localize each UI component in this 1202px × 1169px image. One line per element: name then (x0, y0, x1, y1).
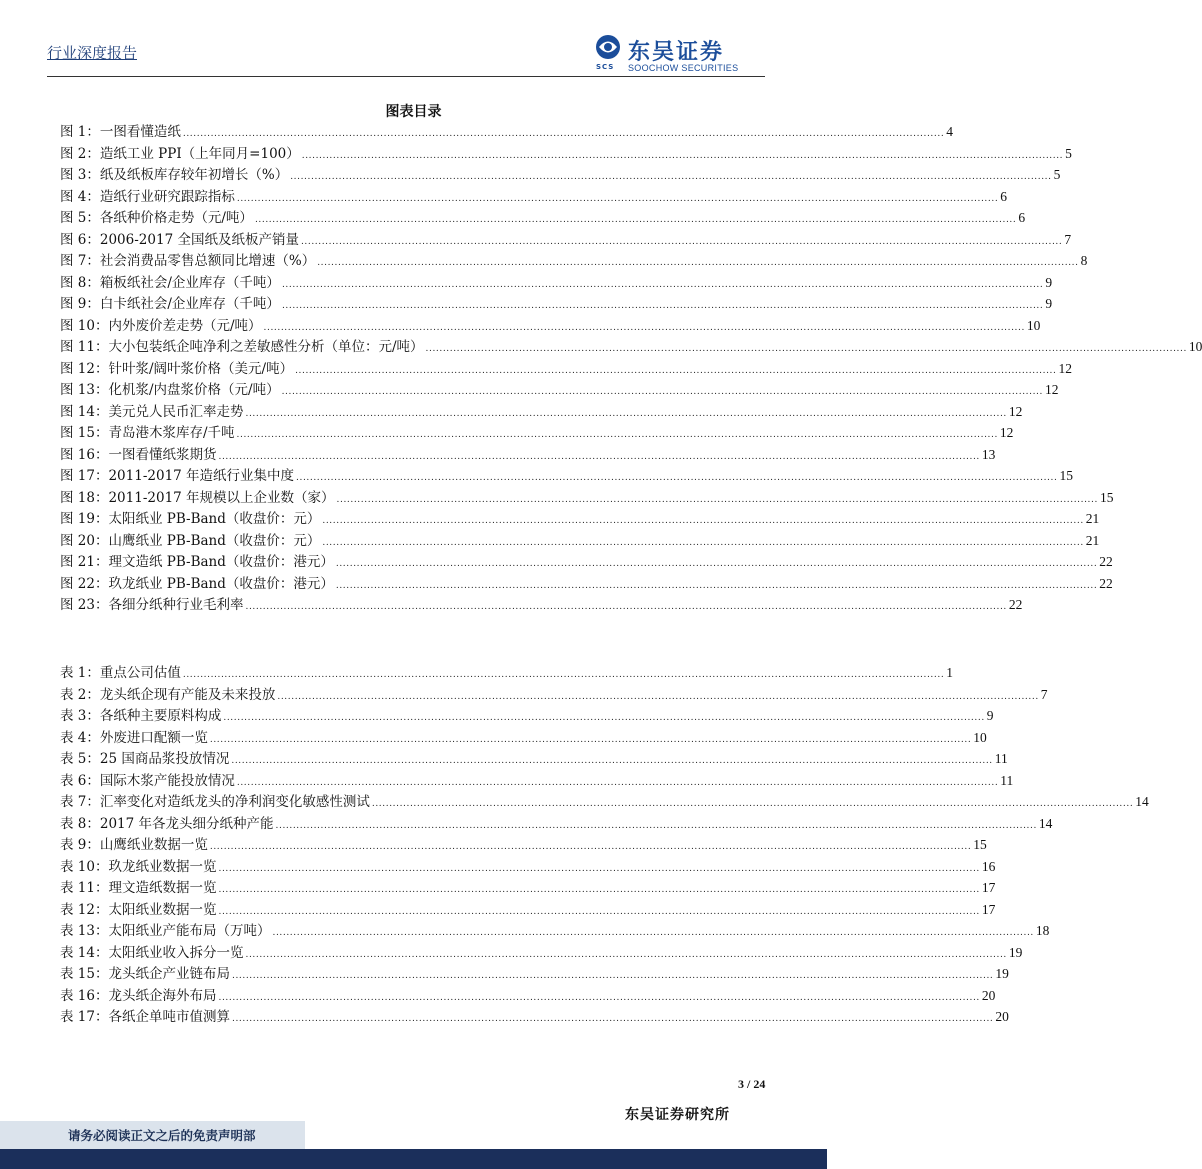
dot-leader: ............................................................................................................................................................................................................................ (335, 559, 1098, 569)
table-entry-page: 14 (1135, 794, 1149, 809)
dot-leader: ............................................................................................................................................................................................................................ (209, 842, 972, 852)
dot-leader: ............................................................................................................................................................................................................................ (218, 451, 980, 462)
figure-entry-label: 图 12：针叶浆/阔叶浆价格（美元/吨） (60, 360, 294, 377)
figure-entry-page: 12 (1044, 382, 1059, 397)
figure-entry[interactable] (60, 422, 1014, 444)
table-entry[interactable] (60, 748, 1008, 770)
page-number: 3 / 24 (738, 1077, 766, 1091)
figure-entry-label: 图 20：山鹰纸业 PB-Band（收盘价：元） (60, 532, 321, 549)
table-entry-label: 表 3：各纸种主要原料构成 (60, 708, 222, 724)
figure-entry[interactable] (60, 358, 1072, 380)
dot-leader: ............................................................................................................................................................................................................................ (300, 236, 1063, 247)
dot-leader: ............................................................................................................................................................................................................................ (218, 885, 980, 895)
table-entry-page: 11 (1000, 772, 1014, 788)
table-entry-page: 20 (981, 987, 996, 1003)
figure-entry-page: 9 (1045, 296, 1053, 311)
dot-leader: ............................................................................................................................................................................................................................ (236, 193, 999, 204)
dot-leader: ............................................................................................................................................................................................................................ (236, 430, 998, 440)
figure-entry-label: 图 13：化机浆/内盘浆价格（元/吨） (60, 382, 280, 398)
figure-entry-label: 图 9：白卡纸社会/企业库存（千吨） (60, 296, 280, 312)
figure-entry[interactable] (60, 186, 1008, 208)
figure-entry[interactable] (60, 207, 1026, 229)
table-entry[interactable] (60, 985, 996, 1007)
table-entry-label: 表 12：太阳纸业数据一览 (60, 901, 217, 918)
table-entry-label: 表 8：2017 年各龙头细分纸种产能 (60, 815, 274, 832)
table-entry-label: 表 11：理文造纸数据一览 (60, 880, 217, 896)
figure-index-list (60, 121, 1202, 616)
figure-entry-label: 图 17：2011-2017 年造纸行业集中度 (60, 468, 295, 484)
figure-entry-label: 图 23：各细分纸种行业毛利率 (60, 597, 244, 613)
figure-entry-page: 12 (1008, 403, 1023, 419)
dot-leader: ............................................................................................................................................................................................................................ (263, 322, 1025, 333)
dot-leader: ............................................................................................................................................................................................................................ (218, 992, 980, 1003)
figure-entry-page: 5 (1053, 167, 1061, 182)
figure-entry-label: 图 5：各纸种价格走势（元/吨） (60, 210, 253, 226)
table-entry-page: 7 (1040, 686, 1048, 702)
figure-entry[interactable] (60, 508, 1100, 530)
table-entry-page: 16 (981, 858, 996, 874)
dot-leader: ............................................................................................................................................................................................................................ (209, 734, 972, 745)
table-index-list (60, 662, 1149, 1028)
table-entry[interactable] (60, 813, 1053, 835)
figure-entry-label: 图 11：大小包装纸企吨净利之差敏感性分析（单位：元/吨） (60, 339, 424, 355)
figure-entry[interactable] (60, 551, 1113, 573)
figure-entry-page: 7 (1064, 231, 1072, 247)
dot-leader: ............................................................................................................................................................................................................................ (182, 129, 945, 139)
table-entry-label: 表 1：重点公司估值 (60, 665, 181, 681)
figure-entry-page: 6 (1000, 188, 1008, 204)
figure-entry[interactable] (60, 121, 954, 143)
table-entry-page: 11 (994, 751, 1008, 766)
figure-entry-page: 10 (1188, 339, 1202, 354)
table-entry-page: 20 (995, 1009, 1009, 1024)
table-entry-label: 表 14：太阳纸业收入拆分一览 (60, 944, 244, 961)
table-entry[interactable] (60, 856, 996, 878)
dot-leader: ............................................................................................................................................................................................................................ (245, 602, 1007, 612)
figure-entry[interactable] (60, 293, 1053, 315)
figure-entry-page: 6 (1018, 210, 1026, 225)
figure-entry-label: 图 10：内外废价差走势（元/吨） (60, 317, 262, 334)
table-entry-page: 15 (973, 837, 987, 852)
figure-entry[interactable] (60, 594, 1023, 616)
figure-entry-label: 图 16：一图看懂纸浆期货 (60, 446, 217, 463)
dot-leader: ............................................................................................................................................................................................................................ (296, 473, 1058, 483)
figure-entry-page: 9 (1045, 274, 1053, 290)
dot-leader: ............................................................................................................................................................................................................................ (231, 1014, 994, 1024)
figure-entry-page: 22 (1099, 554, 1113, 569)
figure-entry[interactable] (60, 444, 996, 466)
logo-chinese-name: 东吴证券 (628, 40, 725, 65)
logo-english-name: SOOCHOW SECURITIES (628, 63, 739, 73)
table-entry[interactable] (60, 877, 996, 899)
figure-entry[interactable] (60, 315, 1041, 337)
figure-entry-page: 21 (1085, 532, 1100, 548)
figure-entry[interactable] (60, 143, 1072, 165)
table-entry-page: 19 (995, 966, 1009, 981)
dot-leader: ............................................................................................................................................................................................................................ (272, 928, 1034, 938)
dot-leader: ............................................................................................................................................................................................................................ (231, 756, 993, 766)
table-entry-page: 10 (973, 729, 987, 745)
table-entry-label: 表 5：25 国商品浆投放情况 (60, 751, 230, 767)
figure-entry-label: 图 1：一图看懂造纸 (60, 124, 181, 140)
figure-entry-label: 图 8：箱板纸社会/企业库存（千吨） (60, 274, 280, 291)
figure-entry-label: 图 19：太阳纸业 PB-Band（收盘价：元） (60, 511, 321, 527)
table-entry-label: 表 16：龙头纸企海外布局 (60, 987, 217, 1004)
dot-leader: ............................................................................................................................................................................................................................ (182, 670, 945, 680)
dot-leader: ............................................................................................................................................................................................................................ (281, 279, 1044, 290)
figure-entry[interactable] (60, 401, 1023, 423)
table-entry-label: 表 9：山鹰纸业数据一览 (60, 837, 208, 853)
disclaimer-text: 请务必阅读正文之后的免责声明部 (68, 1128, 256, 1143)
table-entry-label: 表 17：各纸企单吨市值测算 (60, 1009, 230, 1025)
dot-leader: ............................................................................................................................................................................................................................ (275, 820, 1037, 831)
table-entry[interactable] (60, 705, 994, 727)
dot-leader: ............................................................................................................................................................................................................................ (371, 799, 1134, 809)
figure-entry-page: 10 (1026, 317, 1041, 333)
figure-entry[interactable] (60, 272, 1053, 294)
dot-leader: ............................................................................................................................................................................................................................ (317, 258, 1079, 268)
figure-entry[interactable] (60, 487, 1114, 509)
table-entry-label: 表 13：太阳纸业产能布局（万吨） (60, 923, 271, 939)
figure-entry[interactable] (60, 379, 1059, 401)
dot-leader: ............................................................................................................................................................................................................................ (281, 387, 1043, 397)
dot-leader: ............................................................................................................................................................................................................................ (425, 344, 1187, 354)
table-entry-page: 17 (981, 880, 996, 895)
figure-entry-page: 5 (1065, 145, 1072, 161)
dot-leader: ............................................................................................................................................................................................................................ (336, 494, 1098, 505)
figure-entry-label: 图 21：理文造纸 PB-Band（收盘价：港元） (60, 554, 334, 570)
table-entry[interactable] (60, 963, 1009, 985)
table-entry-page: 9 (986, 708, 994, 723)
table-entry-page: 18 (1035, 923, 1050, 938)
dot-leader: ............................................................................................................................................................................................................................ (281, 301, 1044, 311)
figure-entry-label: 图 3：纸及纸板库存较年初增长（%） (60, 167, 289, 183)
figure-entry-page: 8 (1080, 253, 1088, 268)
figure-entry-label: 图 6：2006-2017 全国纸及纸板产销量 (60, 231, 299, 248)
figure-entry-label: 图 7：社会消费品零售总额同比增速（%） (60, 253, 316, 269)
figure-entry[interactable] (60, 465, 1073, 487)
figure-entry[interactable] (60, 250, 1088, 272)
figure-entry-label: 图 4：造纸行业研究跟踪指标 (60, 188, 235, 205)
figure-entry-label: 图 14：美元兑人民币汇率走势 (60, 403, 244, 420)
dot-leader: ............................................................................................................................................................................................................................ (290, 172, 1052, 182)
table-entry-label: 表 4：外废进口配额一览 (60, 729, 208, 746)
figure-entry-label: 图 2：造纸工业 PPI（上年同月=100） (60, 145, 300, 162)
toc-title: 图表目录 (385, 104, 442, 120)
table-entry-label: 表 7：汇率变化对造纸龙头的净利润变化敏感性测试 (60, 794, 370, 810)
figure-entry-label: 图 15：青岛港木浆库存/千吨 (60, 425, 235, 441)
dot-leader: ............................................................................................................................................................................................................................ (322, 537, 1084, 548)
figure-entry-page: 21 (1085, 511, 1100, 526)
dot-leader: ............................................................................................................................................................................................................................ (223, 713, 985, 723)
company-logo (593, 34, 763, 74)
dot-leader: ............................................................................................................................................................................................................................ (295, 365, 1057, 376)
figure-entry-page: 22 (1099, 575, 1113, 591)
figure-entry-label: 图 18：2011-2017 年规模以上企业数（家） (60, 489, 335, 506)
dot-leader: ............................................................................................................................................................................................................................ (245, 949, 1007, 960)
figure-entry-page: 15 (1099, 489, 1114, 505)
table-entry-page: 19 (1008, 944, 1023, 960)
dot-leader: ............................................................................................................................................................................................................................ (236, 777, 999, 788)
dot-leader: ............................................................................................................................................................................................................................ (322, 516, 1084, 526)
figure-entry[interactable] (60, 530, 1100, 552)
table-entry[interactable] (60, 684, 1048, 706)
table-entry-label: 表 2：龙头纸企现有产能及未来投放 (60, 686, 276, 703)
dot-leader: ............................................................................................................................................................................................................................ (301, 150, 1064, 161)
table-entry-label: 表 6：国际木浆产能投放情况 (60, 772, 235, 789)
figure-entry-page: 15 (1059, 468, 1073, 483)
figure-entry[interactable] (60, 336, 1202, 358)
table-entry[interactable] (60, 899, 996, 921)
figure-entry[interactable] (60, 573, 1113, 595)
dot-leader: ............................................................................................................................................................................................................................ (231, 971, 994, 981)
figure-entry-page: 22 (1008, 597, 1023, 612)
figure-entry-page: 13 (981, 446, 996, 462)
table-entry-label: 表 15：龙头纸企产业链布局 (60, 966, 230, 982)
dot-leader: ............................................................................................................................................................................................................................ (277, 691, 1039, 702)
scs-logo-icon (593, 34, 623, 64)
table-entry-label: 表 10：玖龙纸业数据一览 (60, 858, 217, 875)
footer-company-name: 东吴证券研究所 (625, 1107, 730, 1123)
footer-band (0, 1149, 827, 1169)
table-entry[interactable] (60, 727, 987, 749)
figure-entry-label: 图 22：玖龙纸业 PB-Band（收盘价：港元） (60, 575, 334, 592)
figure-entry-page: 12 (1058, 360, 1072, 376)
dot-leader: ............................................................................................................................................................................................................................ (254, 215, 1017, 225)
table-entry[interactable] (60, 791, 1149, 813)
figure-entry-page: 12 (999, 425, 1014, 440)
table-entry[interactable] (60, 920, 1050, 942)
table-entry[interactable] (60, 662, 954, 684)
figure-entry[interactable] (60, 164, 1061, 186)
table-entry-page: 14 (1038, 815, 1053, 831)
table-entry-page: 17 (981, 901, 996, 917)
table-entry[interactable] (60, 770, 1014, 792)
figure-entry[interactable] (60, 229, 1072, 251)
report-type-label: 行业深度报告 (47, 44, 138, 62)
table-entry[interactable] (60, 942, 1023, 964)
logo-abbreviation: SCS (596, 63, 615, 71)
table-entry-page: 1 (946, 665, 954, 680)
dot-leader: ............................................................................................................................................................................................................................ (218, 863, 980, 874)
dot-leader: ............................................................................................................................................................................................................................ (245, 408, 1007, 419)
dot-leader: ............................................................................................................................................................................................................................ (335, 580, 1098, 591)
table-entry[interactable] (60, 834, 987, 856)
table-entry[interactable] (60, 1006, 1009, 1028)
dot-leader: ............................................................................................................................................................................................................................ (218, 906, 980, 917)
figure-entry-page: 4 (946, 124, 954, 139)
header-divider (47, 76, 765, 77)
